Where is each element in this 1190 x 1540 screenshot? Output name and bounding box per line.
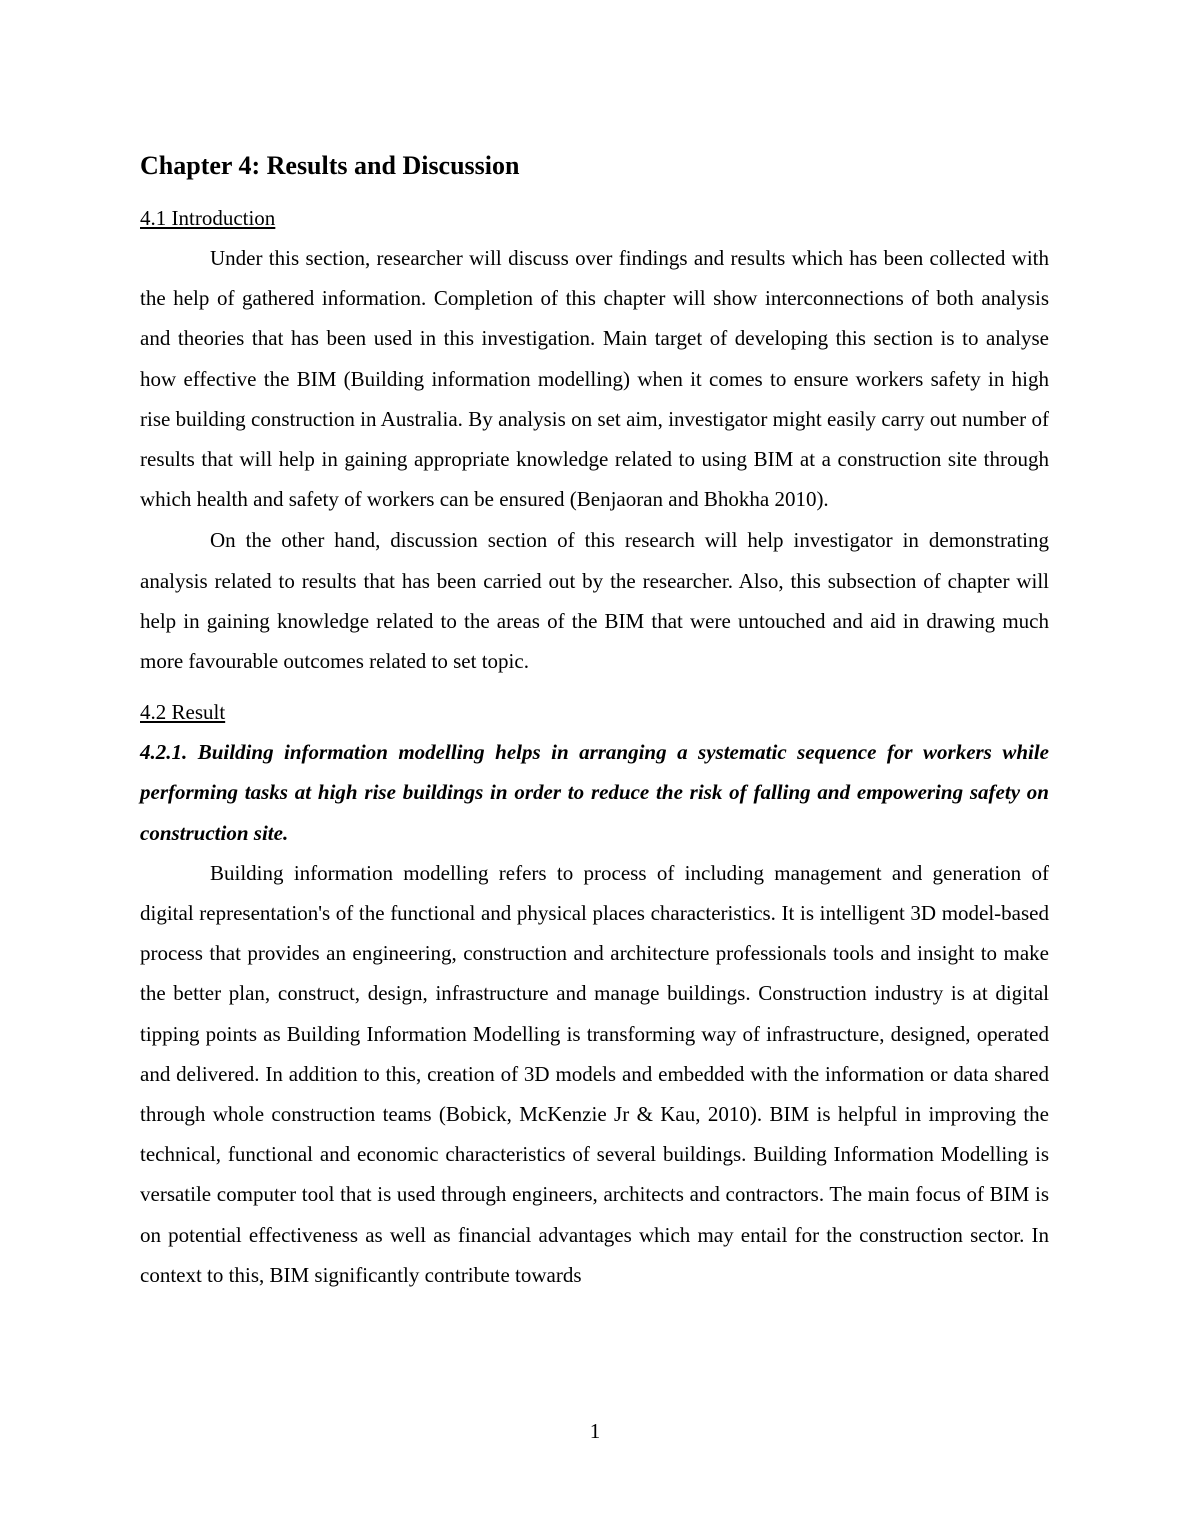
section-heading-introduction: 4.1 Introduction xyxy=(140,206,276,230)
chapter-title: Chapter 4: Results and Discussion xyxy=(140,151,520,180)
subsection-heading-4-2-1: 4.2.1. Building information modelling helps in arranging a systematic sequence for workers while performing tasks at high rise buildings in order to reduce the risk of falling and empowering safety on construction site. xyxy=(140,740,1049,845)
result-paragraph-1: Building information modelling refers to process of including management and generation of digital representation's of the functional and physical places characteristics. It is intelligent 3D model-based process that provides an engineering, construction and architecture professionals tools and insight to make the better plan, construct, design, infrastructure and manage buildings. Construction industry is at digital tipping points as Building Information Modelling is transforming way of infrastructure, designed, operated and delivered. In addition to this, creation of 3D models and embedded with the information or data shared through whole construction teams (Bobick, McKenzie Jr & Kau, 2010). BIM is helpful in improving the technical, functional and economic characteristics of several buildings. Building Information Modelling is versatile computer tool that is used through engineers, architects and contractors. The main focus of BIM is on potential effectiveness as well as financial advantages which may entail for the construction sector. In context to this, BIM significantly contribute towards xyxy=(140,860,1049,1287)
section-heading-result: 4.2 Result xyxy=(140,700,226,725)
introduction-paragraph-2: On the other hand, discussion section of this research will help investigator in demonstrating analysis related to results that has been carried out by the researcher. Also, this subsection of chapter will help in gaining knowledge related to the areas of the BIM that were untouched and aid in drawing much more favourable outcomes related to set topic. xyxy=(140,528,1049,674)
page-number: 1 xyxy=(589,1419,601,1443)
page-content xyxy=(140,146,1049,1295)
introduction-paragraph-1: Under this section, researcher will discuss over findings and results which has been collected with the help of gathered information. Completion of this chapter will show interconnections of both analysis and theories that has been used in this investigation. Main target of developing this section is to analyse how effective the BIM (Building information modelling) when it comes to ensure workers safety in high rise building construction in Australia. By analysis on set aim, investigator might easily carry out number of results that will help in gaining appropriate knowledge related to using BIM at a construction site through which health and safety of workers can be ensured (Benjaoran and Bhokha 2010). xyxy=(140,246,1049,512)
